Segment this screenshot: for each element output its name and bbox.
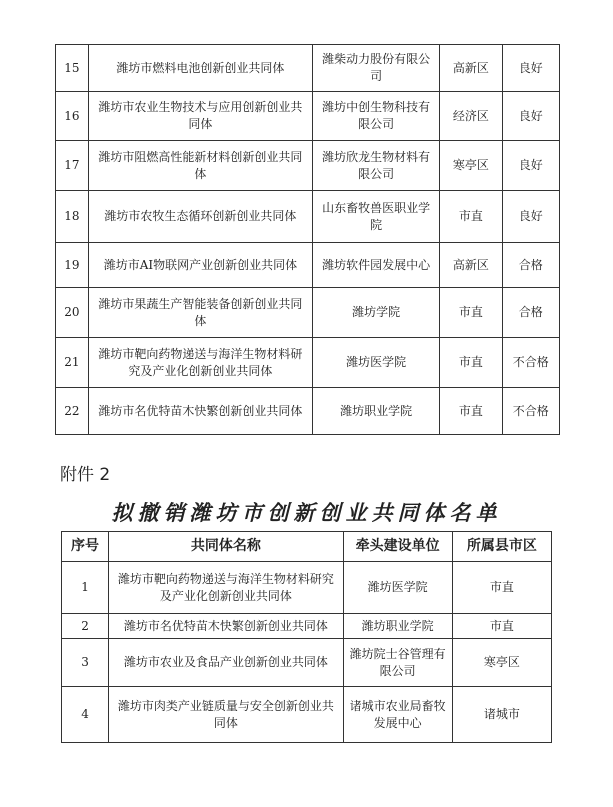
lead-unit: 山东畜牧兽医职业学院 <box>313 191 440 243</box>
lead-unit: 潍柴动力股份有限公司 <box>313 45 440 92</box>
rating: 良好 <box>502 45 559 92</box>
district: 寒亭区 <box>440 141 502 191</box>
district: 市直 <box>440 388 502 435</box>
district: 市直 <box>452 562 551 614</box>
lead-unit: 潍坊医学院 <box>343 562 452 614</box>
rating: 良好 <box>502 141 559 191</box>
table-row <box>56 92 560 141</box>
row-number: 19 <box>56 243 89 288</box>
header-name: 共同体名称 <box>109 532 343 562</box>
header-lead: 牵头建设单位 <box>343 532 452 562</box>
district: 市直 <box>440 288 502 338</box>
rating: 合格 <box>502 288 559 338</box>
community-name: 潍坊市燃料电池创新创业共同体 <box>88 45 312 92</box>
row-number: 17 <box>56 141 89 191</box>
district: 高新区 <box>440 45 502 92</box>
rating: 合格 <box>502 243 559 288</box>
lead-unit: 潍坊职业学院 <box>343 614 452 639</box>
row-number: 4 <box>62 687 109 743</box>
community-name: 潍坊市名优特苗木快繁创新创业共同体 <box>109 614 343 639</box>
community-name: 潍坊市农业及食品产业创新创业共同体 <box>109 639 343 687</box>
header-number: 序号 <box>62 532 109 562</box>
row-number: 22 <box>56 388 89 435</box>
table-row <box>56 338 560 388</box>
row-number: 16 <box>56 92 89 141</box>
community-name: 潍坊市靶向药物递送与海洋生物材料研究及产业化创新创业共同体 <box>88 338 312 388</box>
community-name: 潍坊市农业生物技术与应用创新创业共同体 <box>88 92 312 141</box>
district: 市直 <box>452 614 551 639</box>
row-number: 3 <box>62 639 109 687</box>
district: 市直 <box>440 338 502 388</box>
table-row <box>56 141 560 191</box>
attachment-label: 附件 2 <box>60 465 111 485</box>
community-name: 潍坊市肉类产业链质量与安全创新创业共同体 <box>109 687 343 743</box>
district: 市直 <box>440 191 502 243</box>
table-row <box>56 243 560 288</box>
district: 经济区 <box>440 92 502 141</box>
community-name: 潍坊市AI物联网产业创新创业共同体 <box>88 243 312 288</box>
table-row <box>56 191 560 243</box>
rating: 良好 <box>502 92 559 141</box>
community-name: 潍坊市靶向药物递送与海洋生物材料研究及产业化创新创业共同体 <box>109 562 343 614</box>
lead-unit: 潍坊软件园发展中心 <box>313 243 440 288</box>
table-row <box>62 687 552 743</box>
community-name: 潍坊市阻燃高性能新材料创新创业共同体 <box>88 141 312 191</box>
rating: 不合格 <box>502 338 559 388</box>
revocation-table <box>61 531 552 743</box>
lead-unit: 诸城市农业局畜牧发展中心 <box>343 687 452 743</box>
district: 寒亭区 <box>452 639 551 687</box>
lead-unit: 潍坊学院 <box>313 288 440 338</box>
community-name: 潍坊市农牧生态循环创新创业共同体 <box>88 191 312 243</box>
table-row <box>62 614 552 639</box>
row-number: 1 <box>62 562 109 614</box>
table-row <box>56 45 560 92</box>
table-row <box>62 639 552 687</box>
table-row <box>56 288 560 338</box>
table-row <box>62 562 552 614</box>
row-number: 21 <box>56 338 89 388</box>
row-number: 2 <box>62 614 109 639</box>
district: 诸城市 <box>452 687 551 743</box>
lead-unit: 潍坊欣龙生物材料有限公司 <box>313 141 440 191</box>
row-number: 18 <box>56 191 89 243</box>
lead-unit: 潍坊院士谷管理有限公司 <box>343 639 452 687</box>
lead-unit: 潍坊职业学院 <box>313 388 440 435</box>
community-name: 潍坊市果蔬生产智能装备创新创业共同体 <box>88 288 312 338</box>
row-number: 15 <box>56 45 89 92</box>
table-row <box>56 388 560 435</box>
evaluation-table <box>55 44 560 435</box>
table-header-row <box>62 532 552 562</box>
rating: 不合格 <box>502 388 559 435</box>
lead-unit: 潍坊中创生物科技有限公司 <box>313 92 440 141</box>
lead-unit: 潍坊医学院 <box>313 338 440 388</box>
community-name: 潍坊市名优特苗木快繁创新创业共同体 <box>88 388 312 435</box>
page-title: 拟撤销潍坊市创新创业共同体名单 <box>111 500 502 525</box>
row-number: 20 <box>56 288 89 338</box>
district: 高新区 <box>440 243 502 288</box>
header-district: 所属县市区 <box>452 532 551 562</box>
rating: 良好 <box>502 191 559 243</box>
